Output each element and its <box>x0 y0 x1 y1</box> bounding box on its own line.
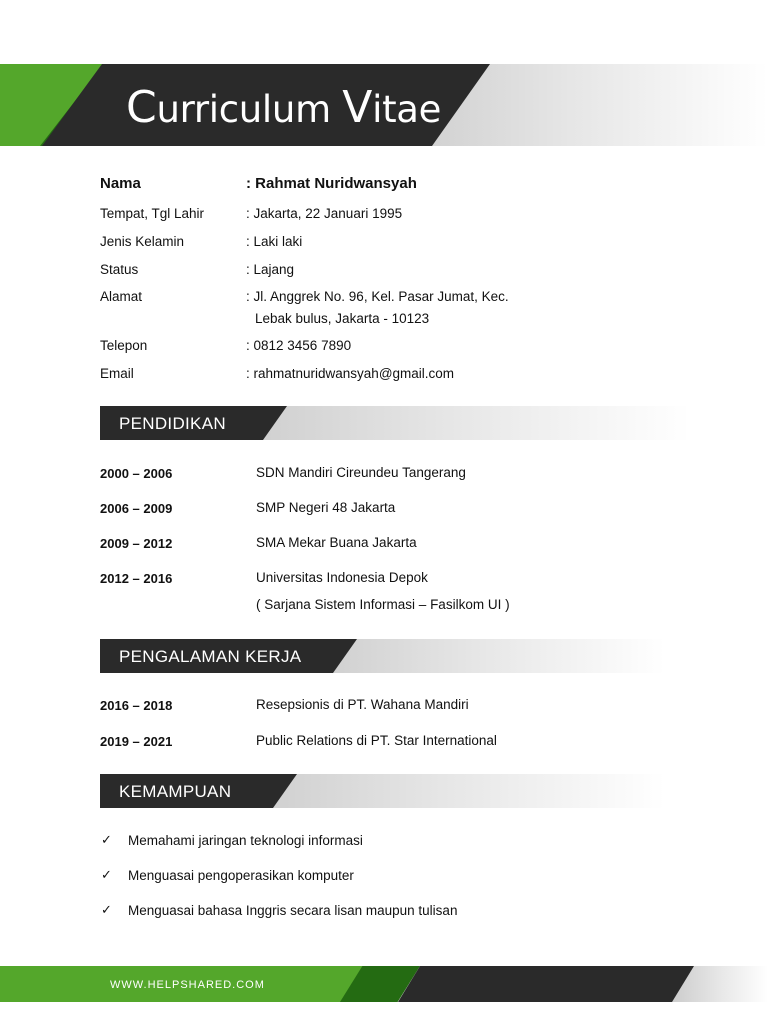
education-years: 2000 – 2006 <box>100 466 173 481</box>
education-school: SMA Mekar Buana Jakarta <box>256 535 417 550</box>
info-label-telepon: Telepon <box>100 338 148 353</box>
education-years: 2006 – 2009 <box>100 501 173 516</box>
education-school: SDN Mandiri Cireundeu Tangerang <box>256 465 466 480</box>
section-title-kemampuan: KEMAMPUAN <box>119 782 232 801</box>
info-value-status: : Lajang <box>246 262 295 277</box>
education-school: SMP Negeri 48 Jakarta <box>256 500 396 515</box>
section-pengalaman-gradient <box>320 639 665 673</box>
section-kemampuan-gradient <box>260 774 665 808</box>
info-label-status: Status <box>100 262 139 277</box>
info-value-nama: : Rahmat Nuridwansyah <box>246 175 417 192</box>
section-title-pengalaman-kerja: PENGALAMAN KERJA <box>119 647 302 666</box>
skill-item: Menguasai pengoperasikan komputer <box>128 868 354 883</box>
experience-role: Public Relations di PT. Star International <box>256 733 497 748</box>
checkmark-icon: ✓ <box>101 902 112 917</box>
education-years: 2012 – 2016 <box>100 571 173 586</box>
info-label-nama: Nama <box>100 175 141 192</box>
title-word-vitae: itae <box>372 88 442 131</box>
info-label-alamat: Alamat <box>100 289 143 304</box>
info-value-jenis-kelamin: : Laki laki <box>246 234 303 249</box>
title-word-curriculum: urriculum <box>156 88 331 131</box>
checkmark-icon: ✓ <box>101 867 112 882</box>
section-title-pendidikan: PENDIDIKAN <box>119 414 226 433</box>
skill-item: Menguasai bahasa Inggris secara lisan maupun tulisan <box>128 903 458 918</box>
section-pendidikan-gradient <box>250 406 690 440</box>
info-value-alamat-line2: Lebak bulus, Jakarta - 10123 <box>255 311 430 326</box>
footer-website-url: WWW.HELPSHARED.COM <box>110 979 265 991</box>
education-degree: ( Sarjana Sistem Informasi – Fasilkom UI ) <box>256 597 510 612</box>
info-label-email: Email <box>100 366 134 381</box>
experience-years: 2016 – 2018 <box>100 698 173 713</box>
info-label-jenis-kelamin: Jenis Kelamin <box>100 234 185 249</box>
page-title <box>126 82 441 133</box>
info-value-email: : rahmatnuridwansyah@gmail.com <box>246 366 455 381</box>
info-label-tempat-tgl-lahir: Tempat, Tgl Lahir <box>100 206 205 221</box>
title-initial-v: V <box>342 82 373 133</box>
education-school: Universitas Indonesia Depok <box>256 570 428 585</box>
info-value-alamat: : Jl. Anggrek No. 96, Kel. Pasar Jumat, Kec. <box>246 289 509 304</box>
footer-dark-band <box>398 966 694 1002</box>
education-years: 2009 – 2012 <box>100 536 173 551</box>
checkmark-icon: ✓ <box>101 832 112 847</box>
skill-item: Memahami jaringan teknologi informasi <box>128 833 363 848</box>
title-initial-c: C <box>126 82 157 133</box>
experience-years: 2019 – 2021 <box>100 734 173 749</box>
info-value-tempat-tgl-lahir: : Jakarta, 22 Januari 1995 <box>246 206 403 221</box>
info-value-telepon: : 0812 3456 7890 <box>246 338 352 353</box>
experience-role: Resepsionis di PT. Wahana Mandiri <box>256 697 469 712</box>
